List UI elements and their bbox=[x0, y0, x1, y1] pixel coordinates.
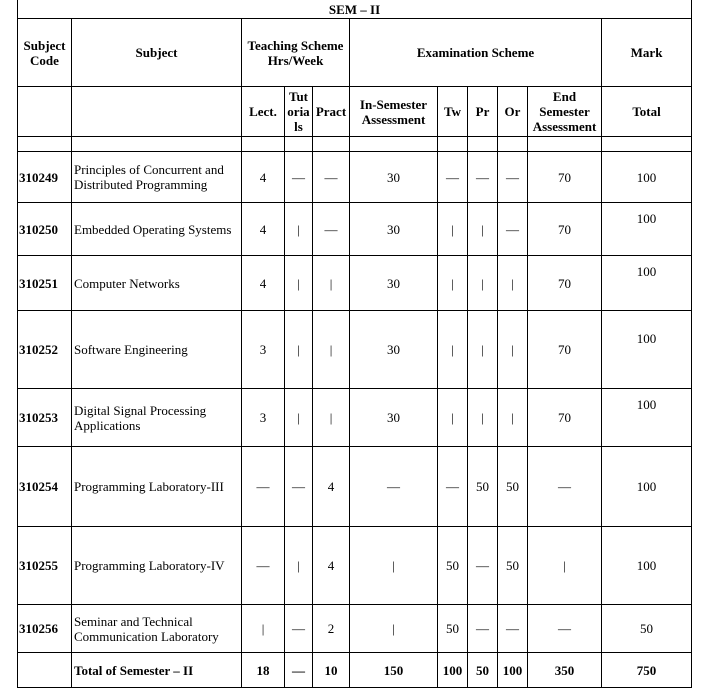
endsem-cell: 70 bbox=[528, 256, 602, 311]
subject-name-cell: Embedded Operating Systems bbox=[72, 203, 242, 256]
endsem-cell: 70 bbox=[528, 311, 602, 389]
endsem-cell: 70 bbox=[528, 203, 602, 256]
tw-cell: | bbox=[438, 311, 468, 389]
subject-code-cell: 310254 bbox=[18, 447, 72, 527]
total-tw: 100 bbox=[438, 653, 468, 688]
insem-cell: | bbox=[350, 527, 438, 605]
header-in-sem: In-Semester Assessment bbox=[350, 87, 438, 137]
pr-cell: — bbox=[468, 527, 498, 605]
insem-cell: 30 bbox=[350, 256, 438, 311]
pract-cell: | bbox=[313, 256, 350, 311]
or-cell: — bbox=[498, 605, 528, 653]
total-cell: 100 bbox=[602, 256, 692, 311]
table-row bbox=[18, 152, 692, 203]
table-row bbox=[18, 605, 692, 653]
header-pr: Pr bbox=[468, 87, 498, 137]
tut-cell: — bbox=[285, 152, 313, 203]
or-cell: — bbox=[498, 152, 528, 203]
tut-cell: — bbox=[285, 605, 313, 653]
endsem-cell: 70 bbox=[528, 152, 602, 203]
semester-table-container bbox=[17, 0, 691, 688]
pract-cell: | bbox=[313, 389, 350, 447]
total-cell: 100 bbox=[602, 447, 692, 527]
tut-cell: | bbox=[285, 311, 313, 389]
table-row bbox=[18, 203, 692, 256]
subject-name-cell: Programming Laboratory-IV bbox=[72, 527, 242, 605]
total-cell: 100 bbox=[602, 527, 692, 605]
endsem-cell: — bbox=[528, 447, 602, 527]
total-lect: 18 bbox=[242, 653, 285, 688]
insem-cell: | bbox=[350, 605, 438, 653]
pr-cell: | bbox=[468, 389, 498, 447]
header-pract: Pract bbox=[313, 87, 350, 137]
lect-cell: 4 bbox=[242, 203, 285, 256]
tut-cell: — bbox=[285, 447, 313, 527]
subject-name-cell: Software Engineering bbox=[72, 311, 242, 389]
or-cell: | bbox=[498, 389, 528, 447]
or-cell: | bbox=[498, 256, 528, 311]
semester-total-row bbox=[18, 653, 692, 688]
lect-cell: 4 bbox=[242, 152, 285, 203]
subject-code-cell: 310253 bbox=[18, 389, 72, 447]
total-pract: 10 bbox=[313, 653, 350, 688]
header-end-sem: End Semester Assessment bbox=[528, 87, 602, 137]
insem-cell: 30 bbox=[350, 311, 438, 389]
tw-cell: — bbox=[438, 152, 468, 203]
table-row bbox=[18, 256, 692, 311]
total-endsem: 350 bbox=[528, 653, 602, 688]
subject-name-cell: Seminar and Technical Communication Laboratory bbox=[72, 605, 242, 653]
header-or: Or bbox=[498, 87, 528, 137]
pract-cell: 4 bbox=[313, 447, 350, 527]
subject-code-cell: 310249 bbox=[18, 152, 72, 203]
header-blank-subject bbox=[72, 87, 242, 137]
tw-cell: | bbox=[438, 256, 468, 311]
insem-cell: 30 bbox=[350, 389, 438, 447]
header-blank-code bbox=[18, 87, 72, 137]
header-total: Total bbox=[602, 87, 692, 137]
total-cell: 100 bbox=[602, 311, 692, 389]
or-cell: 50 bbox=[498, 447, 528, 527]
total-marks: 750 bbox=[602, 653, 692, 688]
table-row bbox=[18, 311, 692, 389]
tw-cell: | bbox=[438, 389, 468, 447]
header-mark: Mark bbox=[602, 19, 692, 87]
total-cell: 50 bbox=[602, 605, 692, 653]
tut-cell: | bbox=[285, 527, 313, 605]
subject-name-cell: Computer Networks bbox=[72, 256, 242, 311]
tw-cell: 50 bbox=[438, 527, 468, 605]
subject-name-cell: Digital Signal Processing Applications bbox=[72, 389, 242, 447]
header-row-1 bbox=[18, 19, 692, 87]
pr-cell: — bbox=[468, 605, 498, 653]
lect-cell: | bbox=[242, 605, 285, 653]
total-cell: 100 bbox=[602, 203, 692, 256]
table-row bbox=[18, 447, 692, 527]
lect-cell: 3 bbox=[242, 311, 285, 389]
total-or: 100 bbox=[498, 653, 528, 688]
pr-cell: — bbox=[468, 152, 498, 203]
total-tut: — bbox=[285, 653, 313, 688]
table-row bbox=[18, 527, 692, 605]
semester-title: SEM – II bbox=[18, 0, 692, 19]
header-lect: Lect. bbox=[242, 87, 285, 137]
or-cell: | bbox=[498, 311, 528, 389]
insem-cell: 30 bbox=[350, 203, 438, 256]
pr-cell: | bbox=[468, 203, 498, 256]
endsem-cell: — bbox=[528, 605, 602, 653]
header-subject: Subject bbox=[72, 19, 242, 87]
lect-cell: 3 bbox=[242, 389, 285, 447]
subject-code-cell: 310255 bbox=[18, 527, 72, 605]
subject-name-cell: Principles of Concurrent and Distributed Programming bbox=[72, 152, 242, 203]
header-tutorials: Tut oria ls bbox=[285, 87, 313, 137]
endsem-cell: | bbox=[528, 527, 602, 605]
lect-cell: — bbox=[242, 527, 285, 605]
tut-cell: | bbox=[285, 256, 313, 311]
header-teaching-scheme: Teaching Scheme Hrs/Week bbox=[242, 19, 350, 87]
pract-cell: — bbox=[313, 152, 350, 203]
header-row-2 bbox=[18, 87, 692, 137]
pr-cell: | bbox=[468, 256, 498, 311]
pract-cell: 4 bbox=[313, 527, 350, 605]
insem-cell: — bbox=[350, 447, 438, 527]
total-pr: 50 bbox=[468, 653, 498, 688]
pract-cell: — bbox=[313, 203, 350, 256]
lect-cell: 4 bbox=[242, 256, 285, 311]
insem-cell: 30 bbox=[350, 152, 438, 203]
subject-code-cell: 310256 bbox=[18, 605, 72, 653]
tw-cell: — bbox=[438, 447, 468, 527]
subject-code-cell: 310252 bbox=[18, 311, 72, 389]
total-blank-code bbox=[18, 653, 72, 688]
table-row bbox=[18, 389, 692, 447]
pr-cell: | bbox=[468, 311, 498, 389]
total-insem: 150 bbox=[350, 653, 438, 688]
pr-cell: 50 bbox=[468, 447, 498, 527]
pract-cell: | bbox=[313, 311, 350, 389]
spacer-row bbox=[18, 137, 692, 152]
subject-code-cell: 310251 bbox=[18, 256, 72, 311]
total-label: Total of Semester – II bbox=[72, 653, 242, 688]
total-cell: 100 bbox=[602, 389, 692, 447]
tw-cell: 50 bbox=[438, 605, 468, 653]
endsem-cell: 70 bbox=[528, 389, 602, 447]
pract-cell: 2 bbox=[313, 605, 350, 653]
header-tw: Tw bbox=[438, 87, 468, 137]
or-cell: — bbox=[498, 203, 528, 256]
total-cell: 100 bbox=[602, 152, 692, 203]
semester-title-row bbox=[18, 0, 692, 19]
tut-cell: | bbox=[285, 389, 313, 447]
or-cell: 50 bbox=[498, 527, 528, 605]
semester-scheme-table bbox=[17, 0, 692, 688]
subject-name-cell: Programming Laboratory-III bbox=[72, 447, 242, 527]
header-subject-code: Subject Code bbox=[18, 19, 72, 87]
subject-code-cell: 310250 bbox=[18, 203, 72, 256]
tw-cell: | bbox=[438, 203, 468, 256]
header-examination-scheme: Examination Scheme bbox=[350, 19, 602, 87]
tut-cell: | bbox=[285, 203, 313, 256]
lect-cell: — bbox=[242, 447, 285, 527]
